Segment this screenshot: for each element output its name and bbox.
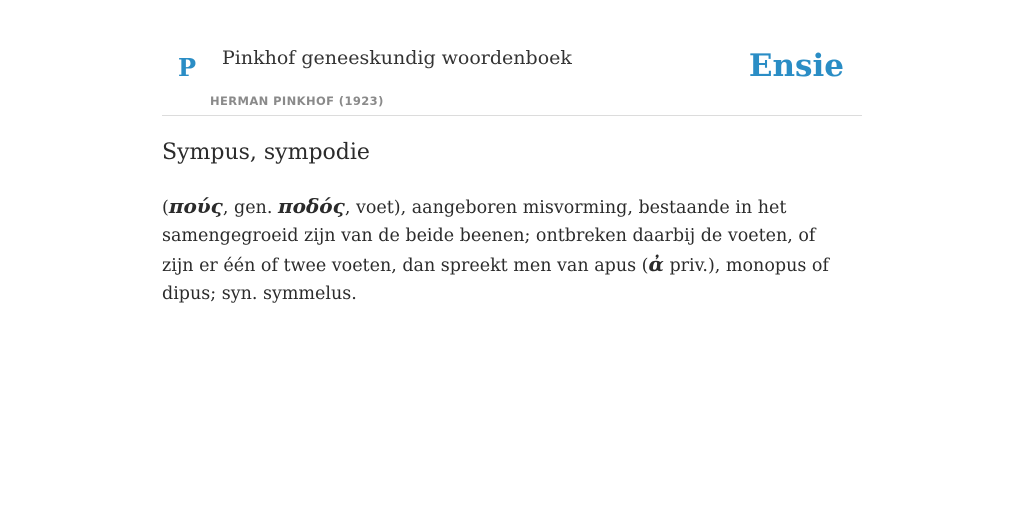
definition-text: (	[162, 198, 169, 218]
greek-term: πούς	[168, 194, 223, 218]
greek-term: ποδός	[277, 194, 345, 218]
book-header	[162, 40, 862, 116]
definition-text: , gen.	[222, 198, 278, 218]
book-initial-logo[interactable]: P	[178, 53, 197, 82]
definition-text: priv.), monopus of dipus; syn. symmelus.	[162, 256, 829, 304]
greek-term: ἀ	[648, 252, 664, 276]
entry-title: Sympus, sympodie	[162, 140, 370, 165]
book-title-link[interactable]: Pinkhof geneeskundig woordenboek	[222, 47, 572, 69]
book-author: HERMAN PINKHOF (1923)	[210, 94, 384, 108]
definition-text: , voet), aangeboren misvorming, bestaande in het samengegroeid zijn van de beide beenen; ontbreken daarbij de voeten, of zijn er één of twee voeten, dan spreekt men van apus (	[162, 198, 816, 276]
ensie-logo[interactable]: Ensie	[748, 48, 844, 84]
entry-definition	[162, 192, 852, 308]
